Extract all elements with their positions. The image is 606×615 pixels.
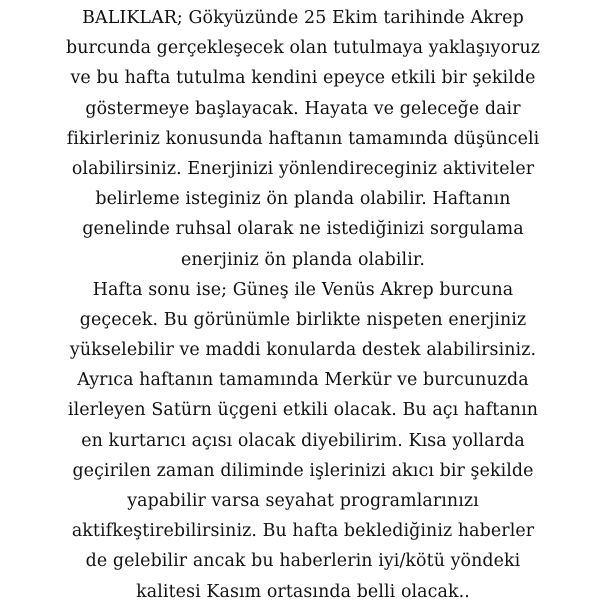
text-line: fikirleriniz konusunda haftanın tamamında düşünceli: [66, 128, 540, 149]
text-line: BALIKLAR; Gökyüzünde 25 Ekim tarihinde Akrep: [82, 8, 524, 28]
text-line: geçirilen zaman diliminde işlerinizi akıcı bir şekilde: [72, 460, 534, 481]
text-line: Hafta sonu ise; Güneş ile Venüs Akrep burcuna: [92, 279, 514, 300]
text-line: kalitesi Kasım ortasında belli olacak..: [136, 581, 470, 602]
text-line: de gelebilir ancak bu haberlerin iyi/kötü yöndeki: [85, 551, 521, 572]
text-line: geçecek. Bu görünümle birlikte nispeten enerjiniz: [79, 309, 527, 330]
text-line: Ayrıca haftanın tamamında Merkür ve burcunuzda: [77, 370, 529, 391]
text-line: aktifkeştirebilirsiniz. Bu hafta beklediğiniz haberler: [71, 521, 535, 542]
text-line: enerjiniz ön planda olabilir.: [180, 249, 426, 270]
text-line: belirleme isteginiz ön planda olabilir. Haftanın: [95, 189, 511, 210]
text-line: göstermeye başlayacak. Hayata ve geleceğe dair: [85, 98, 521, 119]
text-line: burcunda gerçekleşecek olan tutulmaya yaklaşıyoruz: [65, 38, 541, 59]
text-line: ilerleyen Satürn üçgeni etkili olacak. Bu açı haftanın: [67, 400, 539, 421]
text-line: genelinde ruhsal olarak ne istediğinizi sorgulama: [82, 219, 524, 240]
text-line: ve bu hafta tutulma kendini epeyce etkili bir şekilde: [70, 68, 536, 89]
text-line: yükselebilir ve maddi konularda destek alabilirsiniz.: [69, 340, 537, 361]
text-line: yapabilir varsa seyahat programlarınızı: [127, 491, 479, 511]
text-line: olabilirsiniz. Enerjinizi yönlendireceginiz aktiviteler: [71, 158, 535, 179]
text-line: en kurtarıcı açısı olacak diyebilirim. Kısa yollarda: [81, 430, 525, 451]
